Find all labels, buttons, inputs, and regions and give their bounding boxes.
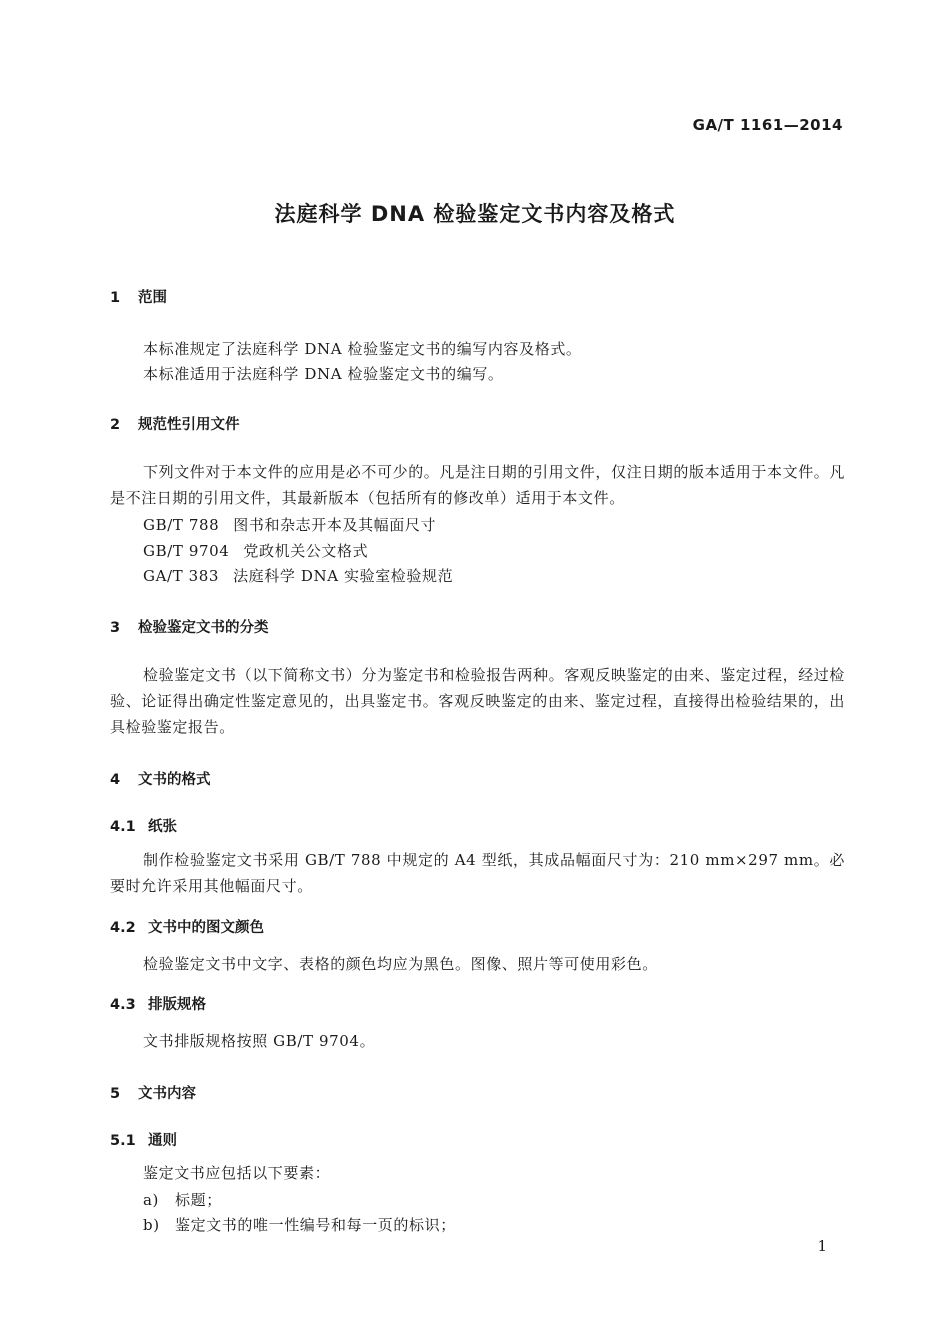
section-1-para-2: 本标准适用于法庭科学 DNA 检验鉴定文书的编写。 (143, 365, 504, 383)
section-title: 通则 (148, 1133, 177, 1149)
list-item-text: 标题； (175, 1191, 222, 1209)
reference-title: 法庭科学 DNA 实验室检验规范 (233, 567, 454, 585)
section-title: 规范性引用文件 (138, 417, 240, 433)
list-item-label: b) (143, 1216, 160, 1234)
section-title: 文书的格式 (138, 772, 211, 788)
section-2-heading (110, 413, 240, 434)
list-item (143, 1189, 222, 1210)
reference-code: GB/T 788 (143, 516, 220, 534)
section-number: 4.3 (110, 997, 136, 1013)
section-title: 排版规格 (148, 997, 206, 1013)
section-1-para-1: 本标准规定了法庭科学 DNA 检验鉴定文书的编写内容及格式。 (143, 340, 582, 358)
reference-item (143, 514, 436, 535)
section-number: 4.1 (110, 819, 136, 835)
section-1-heading (110, 286, 167, 307)
section-title: 纸张 (148, 819, 177, 835)
standard-number: GA/T 1161—2014 (692, 116, 843, 134)
section-title: 范围 (138, 290, 167, 306)
section-number: 4.2 (110, 920, 136, 936)
section-4-1-heading (110, 815, 177, 836)
section-number: 2 (110, 417, 121, 433)
section-number: 4 (110, 772, 121, 788)
section-2-para: 下列文件对于本文件的应用是必不可少的。凡是注日期的引用文件，仅注日期的版本适用于本文件。凡是不注日期的引用文件，其最新版本（包括所有的修改单）适用于本文件。 (110, 463, 846, 507)
section-title: 文书内容 (138, 1086, 196, 1102)
section-3-heading (110, 616, 269, 637)
reference-code: GA/T 383 (143, 567, 220, 585)
reference-item (143, 565, 453, 586)
reference-item (143, 540, 368, 561)
section-number: 1 (110, 290, 121, 306)
section-4-heading (110, 768, 211, 789)
section-number: 5 (110, 1086, 121, 1102)
section-4-2-para: 检验鉴定文书中文字、表格的颜色均应为黑色。图像、照片等可使用彩色。 (143, 955, 658, 973)
section-4-3-para: 文书排版规格按照 GB/T 9704。 (143, 1032, 376, 1050)
section-3-para: 检验鉴定文书（以下简称文书）分为鉴定书和检验报告两种。客观反映鉴定的由来、鉴定过程，经过检验、论证得出确定性鉴定意见的，出具鉴定书。客观反映鉴定的由来、鉴定过程，直接得出检验结果的，出具检验鉴定报告。 (110, 666, 846, 736)
list-item-text: 鉴定文书的唯一性编号和每一页的标识； (175, 1216, 456, 1234)
section-4-1-para: 制作检验鉴定文书采用 GB/T 788 中规定的 A4 型纸，其成品幅面尺寸为：210 mm×297 mm。必要时允许采用其他幅面尺寸。 (110, 851, 845, 895)
reference-code: GB/T 9704 (143, 542, 230, 560)
section-5-1-para: 鉴定文书应包括以下要素： (143, 1164, 331, 1182)
section-4-3-heading (110, 993, 206, 1014)
reference-title: 党政机关公文格式 (243, 542, 369, 560)
document-title: 法庭科学 DNA 检验鉴定文书内容及格式 (274, 202, 676, 226)
section-5-1-heading (110, 1129, 177, 1150)
section-4-2-heading (110, 916, 264, 937)
section-number: 5.1 (110, 1133, 136, 1149)
section-title: 检验鉴定文书的分类 (138, 620, 269, 636)
list-item (143, 1214, 456, 1235)
section-5-heading (110, 1082, 196, 1103)
page-number: 1 (817, 1237, 827, 1255)
reference-title: 图书和杂志开本及其幅面尺寸 (233, 516, 437, 534)
list-item-label: a) (143, 1191, 159, 1209)
section-title: 文书中的图文颜色 (148, 920, 264, 936)
section-number: 3 (110, 620, 121, 636)
